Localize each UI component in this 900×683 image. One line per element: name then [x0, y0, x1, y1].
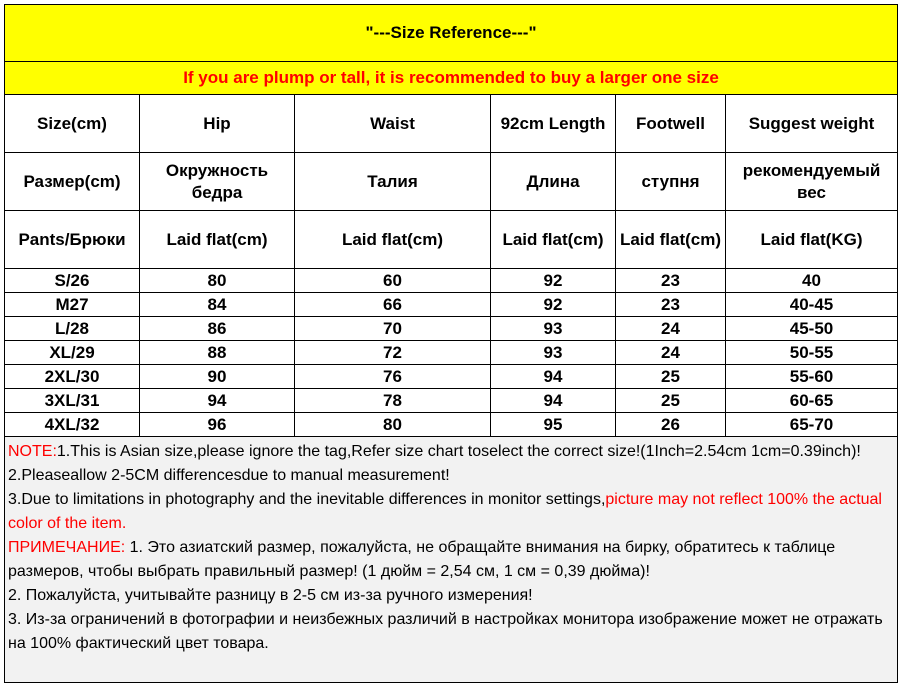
- hip-cell: 88: [140, 341, 295, 365]
- hip-cell: 86: [140, 317, 295, 341]
- hip-cell: 94: [140, 389, 295, 413]
- length-cell: 93: [491, 341, 616, 365]
- header-cell: Laid flat(cm): [140, 211, 295, 269]
- table-row: [5, 389, 898, 413]
- header-cell: Laid flat(cm): [491, 211, 616, 269]
- header-cell: Footwell: [616, 95, 726, 153]
- waist-cell: 70: [295, 317, 491, 341]
- ru-note-1-text: 1. Это азиатский размер, пожалуйста, не обращайте внимания на бирку, обратитесь к таблице размеров, чтобы выбрать правильный размер! (1 дюйм = 2,54 см, 1 см = 0,39 дюйма)!: [8, 539, 836, 580]
- header-cell: 92cm Length: [491, 95, 616, 153]
- weight-cell: 40-45: [726, 293, 898, 317]
- size-cell: 4XL/32: [5, 413, 140, 437]
- ru-note-2: 2. Пожалуйста, учитывайте разницу в 2-5 см из-за ручного измерения!: [8, 587, 533, 604]
- length-cell: 92: [491, 293, 616, 317]
- weight-cell: 50-55: [726, 341, 898, 365]
- header-cell: Размер(cm): [5, 153, 140, 211]
- footwell-cell: 25: [616, 389, 726, 413]
- footwell-cell: 23: [616, 293, 726, 317]
- footwell-cell: 24: [616, 317, 726, 341]
- hip-cell: 84: [140, 293, 295, 317]
- table-row: [5, 269, 898, 293]
- header-cell: Laid flat(KG): [726, 211, 898, 269]
- size-cell: 3XL/31: [5, 389, 140, 413]
- header-cell: Laid flat(cm): [616, 211, 726, 269]
- header-cell: Талия: [295, 153, 491, 211]
- hip-cell: 96: [140, 413, 295, 437]
- waist-cell: 80: [295, 413, 491, 437]
- waist-cell: 60: [295, 269, 491, 293]
- note-3: [8, 488, 893, 536]
- size-cell: 2XL/30: [5, 365, 140, 389]
- header-cell: Waist: [295, 95, 491, 153]
- waist-cell: 76: [295, 365, 491, 389]
- note-label: NOTE:: [8, 443, 57, 460]
- header-cell: Suggest weight: [726, 95, 898, 153]
- table-row: [5, 293, 898, 317]
- header-row-ru: [5, 153, 898, 211]
- waist-cell: 78: [295, 389, 491, 413]
- ru-note-label: ПРИМЕЧАНИЕ:: [8, 539, 126, 556]
- table-row: [5, 365, 898, 389]
- notes-section: [5, 437, 898, 683]
- header-cell: Hip: [140, 95, 295, 153]
- hip-cell: 80: [140, 269, 295, 293]
- weight-cell: 40: [726, 269, 898, 293]
- note-1: [8, 440, 893, 464]
- waist-cell: 66: [295, 293, 491, 317]
- length-cell: 92: [491, 269, 616, 293]
- table-row: [5, 317, 898, 341]
- size-chart-table: [4, 4, 898, 683]
- note-1-text: 1.This is Asian size,please ignore the tag,Refer size chart toselect the correct size!(1Inch=2.54cm 1cm=0.39inch)!: [56, 443, 861, 460]
- table-row: [5, 413, 898, 437]
- size-cell: S/26: [5, 269, 140, 293]
- footwell-cell: 25: [616, 365, 726, 389]
- size-cell: M27: [5, 293, 140, 317]
- footwell-cell: 23: [616, 269, 726, 293]
- note-2: 2.Pleaseallow 2-5CM differencesdue to manual measurement!: [8, 467, 450, 484]
- ru-note-3: 3. Из-за ограничений в фотографии и неизбежных различий в настройках монитора изображение может не отражать на 100% фактический цвет товара.: [8, 611, 883, 652]
- length-cell: 93: [491, 317, 616, 341]
- header-cell: Окружность бедра: [140, 153, 295, 211]
- weight-cell: 65-70: [726, 413, 898, 437]
- recommendation-banner: If you are plump or tall, it is recommended to buy a larger one size: [5, 62, 898, 95]
- header-row-unit: [5, 211, 898, 269]
- header-cell: ступня: [616, 153, 726, 211]
- size-cell: XL/29: [5, 341, 140, 365]
- ru-note-1: [8, 536, 893, 584]
- header-cell: Laid flat(cm): [295, 211, 491, 269]
- footwell-cell: 24: [616, 341, 726, 365]
- weight-cell: 45-50: [726, 317, 898, 341]
- weight-cell: 55-60: [726, 365, 898, 389]
- table-row: [5, 341, 898, 365]
- hip-cell: 90: [140, 365, 295, 389]
- length-cell: 94: [491, 389, 616, 413]
- waist-cell: 72: [295, 341, 491, 365]
- length-cell: 94: [491, 365, 616, 389]
- pants-label: Pants/Брюки: [5, 211, 140, 269]
- footwell-cell: 26: [616, 413, 726, 437]
- header-cell: рекомендуемый вес: [726, 153, 898, 211]
- header-cell: Длина: [491, 153, 616, 211]
- weight-cell: 60-65: [726, 389, 898, 413]
- header-cell: Size(cm): [5, 95, 140, 153]
- length-cell: 95: [491, 413, 616, 437]
- size-cell: L/28: [5, 317, 140, 341]
- header-row-en: [5, 95, 898, 153]
- note-3-red-text: picture may not reflect 100% the actual color of the item.: [8, 491, 882, 532]
- note-3-text: 3.Due to limitations in photography and the inevitable differences in monitor settings,: [8, 491, 606, 508]
- size-reference-title: "---Size Reference---": [5, 5, 898, 62]
